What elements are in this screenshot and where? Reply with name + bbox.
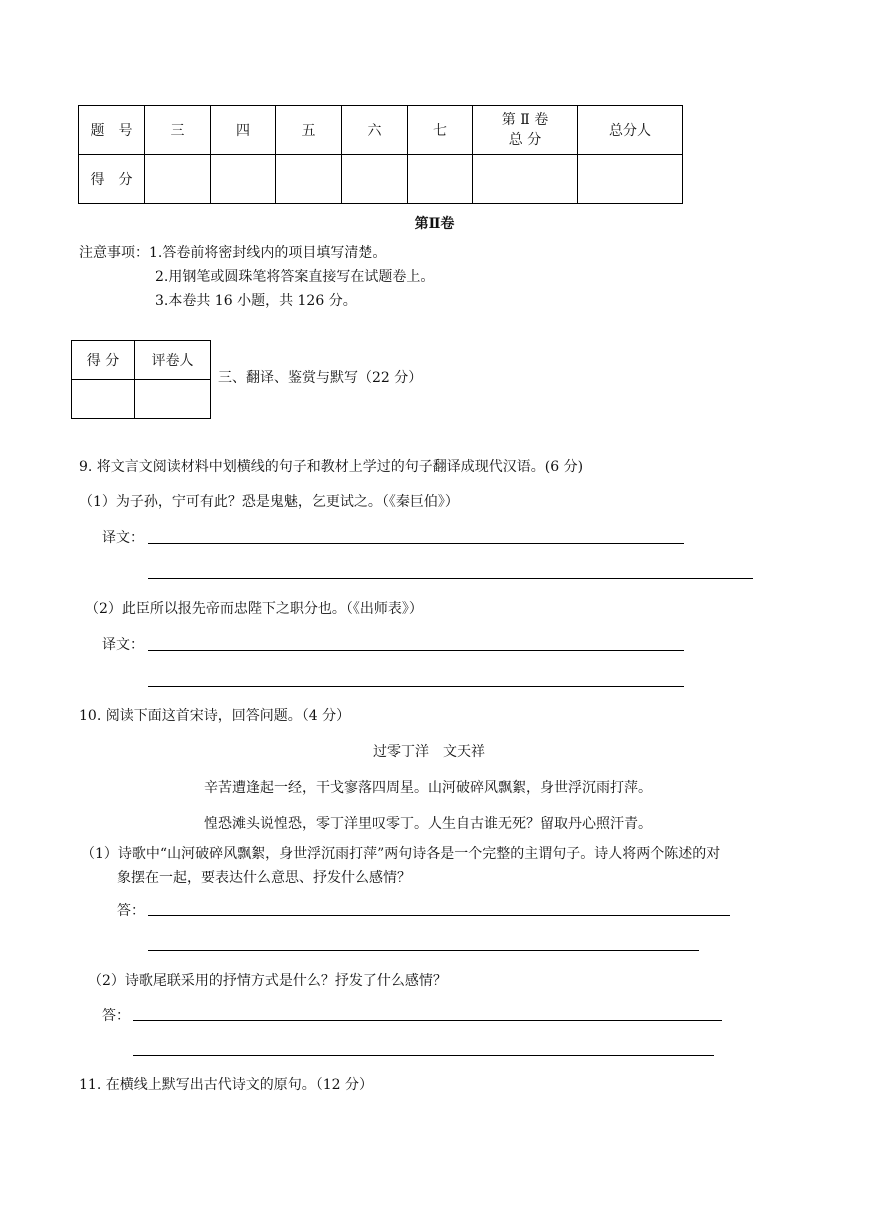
grader-score-cell[interactable]	[72, 380, 135, 419]
notes-label: 注意事项：	[79, 245, 149, 261]
column-3: 三	[145, 106, 211, 155]
q9-sub2-answer-line-2[interactable]	[148, 686, 684, 687]
score-cell-6[interactable]	[342, 155, 408, 204]
score-cell-3[interactable]	[145, 155, 211, 204]
column-7: 七	[408, 106, 473, 155]
q9-sub1-answer-line-2[interactable]	[148, 578, 753, 579]
q10-sub2-answer-line-1[interactable]	[133, 1020, 722, 1021]
question-number-label: 题 号	[79, 106, 145, 155]
q9-sub1-answer-line-1[interactable]	[148, 543, 684, 544]
total-scorer-header: 总分人	[578, 106, 683, 155]
vol2-total-line2: 总 分	[508, 132, 542, 148]
vol2-total-line1: 第 Ⅱ 卷	[501, 112, 549, 128]
grader-name-cell[interactable]	[135, 380, 211, 419]
notes-item-3: 3.本卷共 16 小题，共 126 分。	[155, 293, 357, 309]
q10-sub2-answer-line-2[interactable]	[133, 1055, 714, 1056]
q9-sub1: （1）为子孙，宁可有此？恐是鬼魅，乞更试之。（《秦巨伯》）	[79, 494, 459, 510]
poem-title: 过零丁洋 文天祥	[373, 744, 485, 760]
column-5: 五	[276, 106, 342, 155]
q9-stem: 9. 将文言文阅读材料中划横线的句子和教材上学过的句子翻译成现代汉语。(6 分)	[79, 459, 584, 475]
q10-sub1-answer-line-1[interactable]	[148, 915, 730, 916]
score-table-score-row	[79, 155, 683, 204]
grader-label: 评卷人	[135, 341, 211, 380]
grader-table-input-row	[72, 380, 211, 419]
grader-score-label: 得 分	[72, 341, 135, 380]
grader-table-header-row	[72, 341, 211, 380]
q9-sub2-translate-label: 译文：	[102, 637, 144, 653]
q10-sub1-answer-label: 答：	[117, 903, 145, 919]
q9-sub2-answer-line-1[interactable]	[148, 650, 684, 651]
grader-table	[71, 340, 211, 419]
q9-sub2: （2）此臣所以报先帝而忠陛下之职分也。（《出师表》）	[85, 601, 423, 617]
q10-sub1-line1: （1）诗歌中“山河破碎风飘絮，身世浮沉雨打萍”两句诗各是一个完整的主谓句子。诗人将两个陈述的对	[81, 846, 721, 862]
q10-sub1-answer-line-2[interactable]	[148, 950, 699, 951]
poem-line-2: 惶恐滩头说惶恐，零丁洋里叹零丁。人生自古谁无死？留取丹心照汗青。	[204, 816, 652, 832]
column-6: 六	[342, 106, 408, 155]
q9-sub1-translate-label: 译文：	[102, 530, 144, 546]
score-cell-vol2-total[interactable]	[473, 155, 578, 204]
poem-line-1: 辛苦遭逢起一经，干戈寥落四周星。山河破碎风飘絮，身世浮沉雨打萍。	[204, 780, 652, 796]
vol2-total-header	[473, 106, 578, 155]
score-cell-4[interactable]	[211, 155, 276, 204]
score-cell-7[interactable]	[408, 155, 473, 204]
score-label: 得 分	[79, 155, 145, 204]
q10-sub2-answer-label: 答：	[102, 1008, 130, 1024]
notes-item-1: 1.答卷前将密封线内的项目填写清楚。	[149, 245, 387, 261]
column-4: 四	[211, 106, 276, 155]
notes-item-2: 2.用钢笔或圆珠笔将答案直接写在试题卷上。	[155, 269, 435, 285]
score-cell-total-scorer[interactable]	[578, 155, 683, 204]
q11-stem: 11. 在横线上默写出古代诗文的原句。（12 分）	[79, 1077, 373, 1093]
score-cell-5[interactable]	[276, 155, 342, 204]
part3-title: 三、翻译、鉴赏与默写（22 分）	[218, 370, 423, 386]
score-table	[78, 105, 683, 204]
q10-stem: 10. 阅读下面这首宋诗，回答问题。（4 分）	[79, 708, 351, 724]
score-table-header-row	[79, 106, 683, 155]
q10-sub2: （2）诗歌尾联采用的抒情方式是什么？抒发了什么感情？	[88, 973, 447, 989]
section-title: 第Ⅱ卷	[414, 216, 455, 232]
q10-sub1-line2: 象摆在一起，要表达什么意思、抒发什么感情？	[117, 870, 411, 886]
